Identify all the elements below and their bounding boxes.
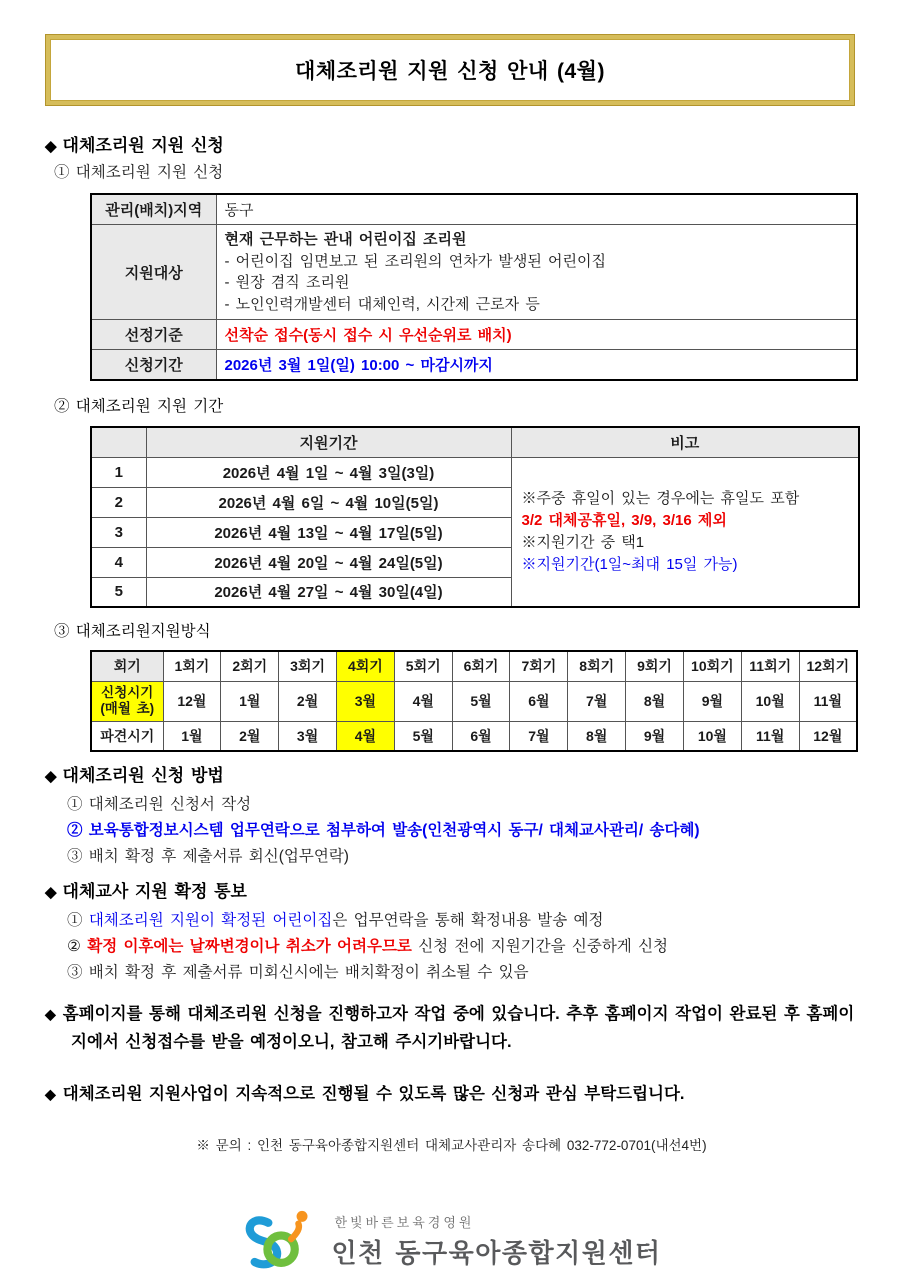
list-item: ① 대체조리원 신청서 작성 (67, 796, 252, 813)
apply-time-row (91, 681, 857, 721)
table-cell: 10월 (741, 681, 799, 721)
support-period-table (90, 426, 860, 608)
header-cell: 12회기 (799, 651, 857, 681)
page-title: 대체조리원 지원 신청 안내 (4월) (295, 60, 605, 83)
list-item: ③ 배치 확정 후 제출서류 미회신시에는 배치확정이 취소될 수 있음 (67, 964, 529, 981)
round-schedule-table (90, 650, 858, 752)
period-number: 3 (91, 517, 146, 547)
section3-heading: ③ 대체조리원지원방식 (54, 623, 211, 640)
period-range: 2026년 4월 1일 ~ 4월 3일(3일) (146, 457, 511, 487)
period-number: 4 (91, 547, 146, 577)
dispatch-time-row (91, 721, 857, 751)
list-item: ② 확정 이후에는 날짜변경이나 취소가 어려우므로 신청 전에 지원기간을 신중하게 신청 (67, 938, 669, 955)
table-row (91, 457, 859, 487)
header-cell: 지원기간 (146, 427, 511, 457)
table-row (91, 320, 857, 350)
title-box (45, 34, 855, 106)
period-number: 1 (91, 457, 146, 487)
table-cell-highlighted: 3월 (336, 681, 394, 721)
row-label: 선정기준 (91, 320, 216, 350)
table-row (91, 350, 857, 381)
note-cell (511, 457, 859, 607)
method-heading: ◆ 대체조리원 신청 방법 (45, 766, 224, 785)
header-cell: 6회기 (452, 651, 510, 681)
list-item: ③ 배치 확정 후 제출서류 회신(업무연락) (67, 848, 349, 865)
period-number: 5 (91, 577, 146, 607)
center-logo-icon (241, 1208, 323, 1274)
period-range: 2026년 4월 27일 ~ 4월 30일(4일) (146, 577, 511, 607)
list-item: ② 보육통합정보시스템 업무연락으로 첨부하여 발송(인천광역시 동구/ 대체교사관리/ 송다혜) (67, 822, 700, 839)
org-large-name: 인천 동구육아종합지원센터 (331, 1238, 662, 1268)
table-cell: 4월 (394, 681, 452, 721)
row-label: 지원대상 (91, 225, 216, 320)
note-line: ※주중 휴일이 있는 경우에는 휴일도 포함 (521, 489, 800, 507)
list-item: ① 대체조리원 지원이 확정된 어린이집은 업무연락을 통해 확정내용 발송 예정 (67, 912, 604, 929)
table-cell: 9월 (683, 681, 741, 721)
table-cell: 5월 (394, 721, 452, 751)
footer (45, 1208, 858, 1274)
table-cell: 11월 (741, 721, 799, 751)
period-range: 2026년 4월 20일 ~ 4월 24일(5일) (146, 547, 511, 577)
header-cell: 7회기 (510, 651, 568, 681)
row-label: 관리(배치)지역 (91, 194, 216, 225)
diamond-bullet-icon: ◆ (45, 1086, 56, 1102)
table-cell: 9월 (626, 721, 684, 751)
table-cell: 8월 (568, 721, 626, 751)
note-line: ※지원기간 중 택1 (521, 533, 645, 551)
row-label: 신청시기 (매월 초) (91, 681, 163, 721)
table-cell: 1월 (221, 681, 279, 721)
header-cell: 9회기 (626, 651, 684, 681)
diamond-bullet-icon: ◆ (45, 768, 57, 785)
header-cell: 3회기 (279, 651, 337, 681)
table-cell: 2월 (221, 721, 279, 751)
application-info-table (90, 193, 858, 381)
program-notice: ◆ 대체조리원 지원사업이 지속적으로 진행될 수 있도록 많은 신청과 관심 부탁드립니다. (45, 1085, 685, 1103)
table-cell: 6월 (452, 721, 510, 751)
header-cell: 5회기 (394, 651, 452, 681)
header-cell-highlighted: 4회기 (336, 651, 394, 681)
header-cell: 비고 (511, 427, 859, 457)
table-cell: 7월 (510, 721, 568, 751)
org-small-name: 한빛바른보육경영원 (334, 1215, 475, 1230)
table-row (91, 194, 857, 225)
header-cell: 2회기 (221, 651, 279, 681)
header-cell: 11회기 (741, 651, 799, 681)
row-label: 파견시기 (91, 721, 163, 751)
period-number: 2 (91, 487, 146, 517)
method-items (67, 792, 858, 870)
table-cell: 12월 (163, 681, 221, 721)
note-line: ※지원기간(1일~최대 15일 가능) (521, 555, 738, 573)
table-cell: 3월 (279, 721, 337, 751)
section2-heading: ② 대체조리원 지원 기간 (54, 398, 224, 415)
header-cell: 회기 (91, 651, 163, 681)
section1-heading: ◆ 대체조리원 지원 신청 (45, 136, 224, 155)
table-cell: 5월 (452, 681, 510, 721)
row-value: 2026년 3월 1일(일) 10:00 ~ 마감시까지 (216, 350, 857, 381)
contact-line: ※ 문의 : 인천 동구육아종합지원센터 대체교사관리자 송다혜 032-772-0701(내선4번) (196, 1138, 707, 1153)
table-cell: 11월 (799, 681, 857, 721)
row-value: 선착순 접수(동시 접수 시 우선순위로 배치) (216, 320, 857, 350)
homepage-notice: ◆ 홈페이지를 통해 대체조리원 신청을 진행하고자 작업 중에 있습니다. 추후 홈페이지 작업이 완료된 후 홈페이지에서 신청접수를 받을 예정이오니, 참고해 주시기바랍니다. (45, 1005, 855, 1051)
table-cell: 8월 (626, 681, 684, 721)
org-names (331, 1212, 661, 1270)
table-cell-highlighted: 4월 (336, 721, 394, 751)
header-cell (91, 427, 146, 457)
row-value: 동구 (216, 194, 857, 225)
confirm-items (67, 908, 858, 986)
table-cell: 6월 (510, 681, 568, 721)
confirm-heading: ◆ 대체교사 지원 확정 통보 (45, 882, 247, 901)
period-range: 2026년 4월 13일 ~ 4월 17일(5일) (146, 517, 511, 547)
row-value: 현재 근무하는 관내 어린이집 조리원 - 어린이집 임면보고 된 조리원의 연차가 발생된 어린이집 - 원장 겸직 조리원 - 노인인력개발센터 대체인력, 시간제 근로자 등 (216, 225, 857, 320)
table-cell: 1월 (163, 721, 221, 751)
header-cell: 10회기 (683, 651, 741, 681)
table-cell: 10월 (683, 721, 741, 751)
diamond-bullet-icon: ◆ (45, 138, 57, 155)
header-cell: 1회기 (163, 651, 221, 681)
diamond-bullet-icon: ◆ (45, 884, 57, 901)
table-header-row (91, 427, 859, 457)
note-line: 3/2 대체공휴일, 3/9, 3/16 제외 (521, 511, 727, 529)
table-cell: 12월 (799, 721, 857, 751)
table-cell: 2월 (279, 681, 337, 721)
table-row (91, 225, 857, 320)
period-range: 2026년 4월 6일 ~ 4월 10일(5일) (146, 487, 511, 517)
table-cell: 7월 (568, 681, 626, 721)
section1-subheading: ① 대체조리원 지원 신청 (54, 164, 224, 181)
diamond-bullet-icon: ◆ (45, 1006, 56, 1022)
row-label: 신청기간 (91, 350, 216, 381)
header-cell: 8회기 (568, 651, 626, 681)
table-header-row (91, 651, 857, 681)
